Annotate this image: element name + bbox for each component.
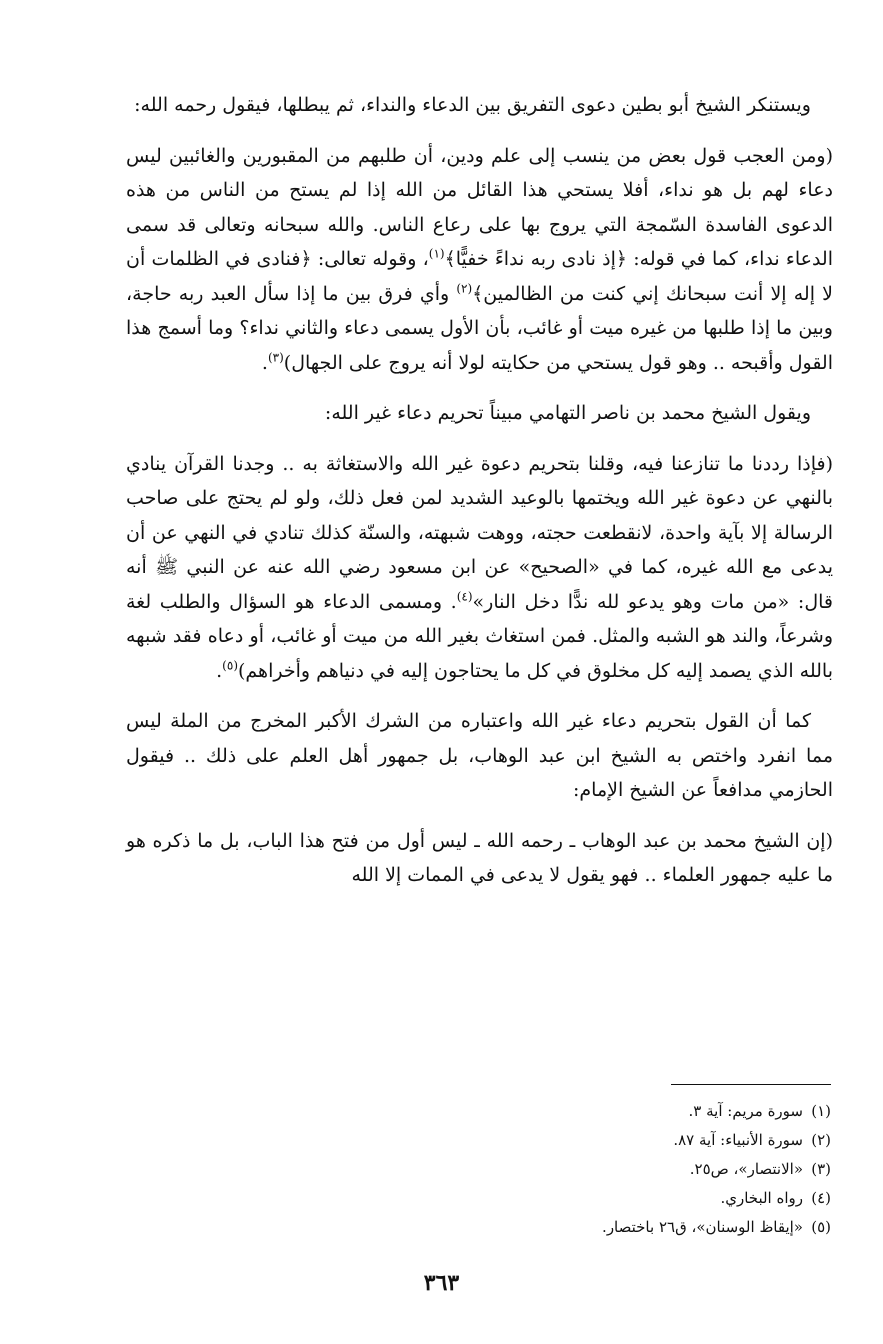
- quote-text-b: ، وقوله تعالى: ﴿فنادى في الظلمات أن لا إله إلا أنت سبحانك إني كنت من الظالمين﴾: [126, 248, 833, 305]
- footnote-number: (٥): [811, 1218, 831, 1236]
- paragraph-3-text: ويقول الشيخ محمد بن ناصر التهامي مبيناً تحريم دعاء غير الله:: [324, 402, 811, 424]
- quote-text-c: وأي فرق بين ما إذا سأل العبد ربه حاجة، وبين ما إذا طلبها من غيره ميت أو غائب، بأن الأول يسمى دعاء والثاني نداء؟ وما أسمج هذا القول وأقبحه .. وهو قول يستحي من حكايته لولا أنه يروج على الجهال): [126, 282, 833, 374]
- paragraph-6-quote: [126, 824, 833, 893]
- footnote-item: [231, 1097, 831, 1126]
- paragraph-1: [126, 88, 833, 123]
- footnote-number: (٣): [811, 1160, 831, 1178]
- footnote-text: سورة مريم: آية ٣.: [688, 1102, 803, 1120]
- footnote-number: (٢): [811, 1131, 831, 1149]
- footnote-item: [231, 1126, 831, 1155]
- paragraph-5-text: كما أن القول بتحريم دعاء غير الله واعتباره من الشرك الأكبر المخرج من الملة ليس مما انفرد واختص به الشيخ ابن عبد الوهاب، بل جمهور أهل العلم على ذلك .. فيقول الحازمي مدافعاً عن الشيخ الإمام:: [126, 710, 833, 801]
- footnote-item: [231, 1213, 831, 1242]
- paragraph-6-text: (إن الشيخ محمد بن عبد الوهاب ـ رحمه الله ـ ليس أول من فتح هذا الباب، بل ما ذكره هو ما عليه جمهور العلماء .. فهو يقول لا يدعى في الممات إلا الله: [126, 829, 833, 886]
- quote2-text-a: (فإذا رددنا ما تنازعنا فيه، وقلنا بتحريم دعوة غير الله والاستغاثة به .. وجدنا القرآن ينادي بالنهي عن دعوة غير الله ويختمها بالوعيد الشديد لمن فعل ذلك، ولو لم يحتج على صاحب الرسالة إلا بآية واحدة، لانقطعت حجته، ووهت شبهته، والسنّة كذلك تنادي في النهي عن أن يدعى مع الله غيره، كما في «الصحيح» عن ابن مسعود رضي الله عنه عن النبي ﷺ أنه قال: «من مات وهو يدعو لله ندًّا دخل النار»: [126, 452, 833, 613]
- footnote-ref-5[interactable]: (٥): [222, 658, 238, 673]
- footnote-ref-2[interactable]: (٢): [456, 281, 473, 296]
- footnote-text: رواه البخاري.: [720, 1189, 803, 1207]
- quote2-text-c: .: [216, 659, 223, 682]
- paragraph-1-text: ويستنكر الشيخ أبو بطين دعوى التفريق بين الدعاء والنداء، ثم يبطلها، فيقول رحمه الله:: [134, 94, 811, 116]
- paragraph-4-quote: [126, 447, 833, 689]
- footnote-ref-1[interactable]: (١): [428, 246, 445, 261]
- footnote-number: (١): [811, 1102, 831, 1120]
- footnote-text: سورة الأنبياء: آية ٨٧.: [673, 1131, 803, 1149]
- quote-text-a: (ومن العجب قول بعض من ينسب إلى علم ودين، أن طلبهم من المقبورين والغائبين ليس دعاء لهم بل هو نداء، أفلا يستحي هذا القائل من الله إذا لم يستح من الناس من هذه الدعوى الفاسدة السّمجة التي يروج بها على رعاع الناس. والله سبحانه وتعالى قد سمى الدعاء نداء، كما في قوله: ﴿إذ نادى ربه نداءً خفيًّا﴾: [126, 144, 833, 270]
- footnotes-section: [231, 1097, 831, 1242]
- footnote-item: [231, 1184, 831, 1213]
- footnote-text: «الانتصار»، ص٢٥.: [689, 1160, 803, 1178]
- quote-text-d: .: [261, 351, 268, 374]
- paragraph-5: [126, 704, 833, 808]
- footnote-number: (٤): [811, 1189, 831, 1207]
- footnote-item: [231, 1155, 831, 1184]
- footnote-ref-4[interactable]: (٤): [456, 589, 473, 604]
- page-number: ٣٦٣: [423, 1270, 460, 1296]
- footnote-ref-3[interactable]: (٣): [267, 350, 284, 365]
- paragraph-3: [126, 396, 833, 431]
- paragraph-2-quote: [126, 139, 833, 381]
- footnote-divider: [671, 1084, 831, 1085]
- quote2-text-b: . ومسمى الدعاء هو السؤال والطلب لغة وشرعاً، والند هو الشبه والمثل. فمن استغاث بغير الله من ميت أو غائب، أو دعاه فقد شبهه بالله الذي يصمد إليه كل مخلوق في كل ما يحتاجون إليه في دنياهم وأخراهم): [126, 590, 833, 682]
- footnote-text: «إيقاظ الوسنان»، ق٢٦ باختصار.: [602, 1218, 803, 1236]
